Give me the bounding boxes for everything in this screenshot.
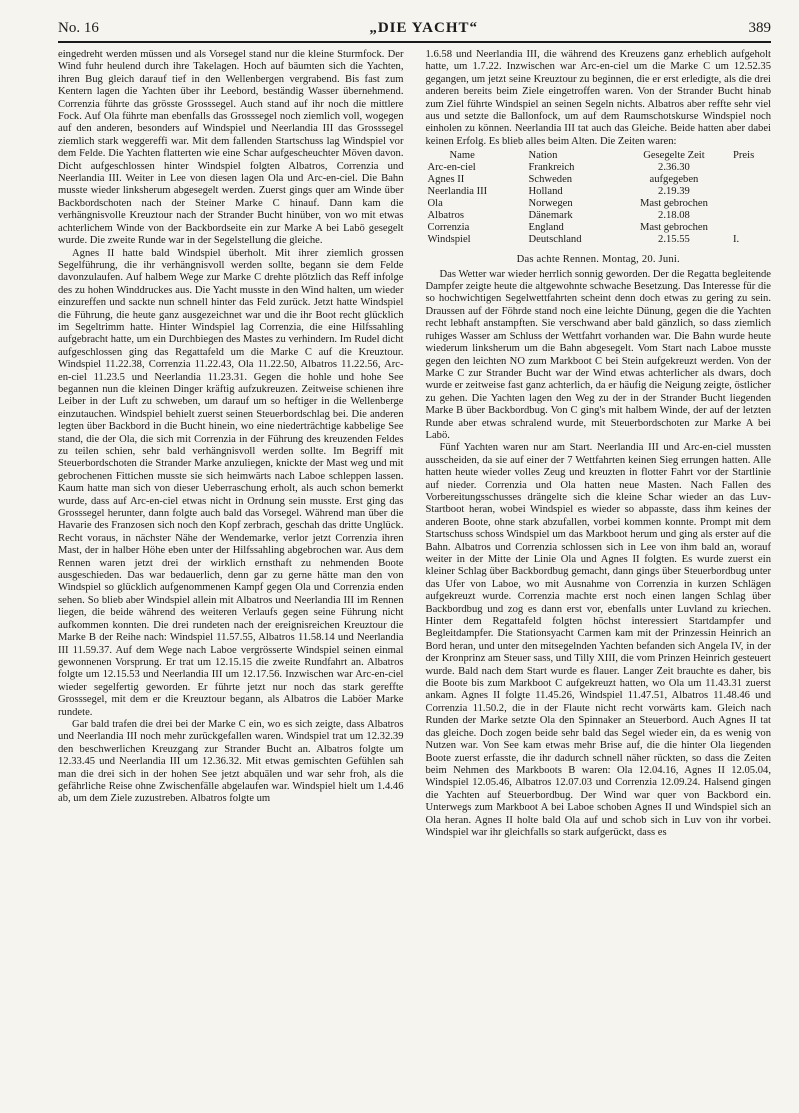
yacht-name: Albatros xyxy=(427,210,464,222)
magazine-title: „DIE YACHT“ xyxy=(369,20,478,36)
column-header-prize: Preis xyxy=(733,150,755,162)
prize xyxy=(731,186,771,198)
yacht-nation: Schweden xyxy=(528,174,573,186)
prize xyxy=(731,198,771,210)
yacht-name: Neerlandia III xyxy=(427,186,488,198)
prize xyxy=(731,222,771,234)
issue-number: No. 16 xyxy=(58,20,99,36)
yacht-name: Agnes II xyxy=(427,174,465,186)
sailed-time: aufgegeben xyxy=(649,174,699,186)
page-number: 389 xyxy=(748,20,771,36)
yacht-nation: Norwegen xyxy=(528,198,573,210)
column-header-nation: Nation xyxy=(528,150,558,162)
table-row xyxy=(426,210,772,222)
table-row xyxy=(426,198,772,210)
yacht-nation: Deutschland xyxy=(528,234,582,246)
paragraph: Agnes II hatte bald Windspiel überholt. Mit ihrer ziemlich grossen Segelführung, die ihr verhängnisvoll werden sollte, begann sie dem Felde davonzulaufen. Auf halbem Wege zur Marke C drehte plötzlich das Reff infolge des zu hohen Winddruckes aus. Die Yacht musste in den Wind halten, um wieder einzureffen und sackte nun schnell hinter das Feld zurück. Jetzt hatte Windspiel die Führung, die heute ganz ausgezeichnet war und die ihr Boot recht glücklich im Segeltrimm hatte. Hinter Windspiel lag Correnzia, die eine Hilfssahling aufgebracht hatte, um ein Durchbiegen des Mastes zu verhindern. Im Rudel dicht aufgeschlossen ging das Regattafeld um die Marke C auf die Kreuztour. Windspiel 11.22.38, Correnzia 11.22.43, Ola 11.22.50, Albatros 11.22.56, Arc-en-ciel 11.23.5 und Neerlandia 11.23.31. Gegen die hohle und hohe See begannen nun die kleinen Dinger kräftig aufzukreuzen. Zeitweise schienen ihre Leiber in der Luft zu schweben, um darauf um so heftiger in die Wellenberge einzutauchen. Windspiel behielt zuerst seinen Steuerbordschlag bei. Die anderen legten über Backbord in die Bucht hinein, wo eine niederträchtige kabbelige See stand, die der Ola, die sich mit Correnzia in der Führung des kreuzenden Feldes zu teilen schien, sehr bald verhängnisvoll werden sollte. Im Begriff mit Steuerbordschoten die Strander Marke anzuliegen, knickte der Mast weg und mit gebrochenen Fittichen musste sie sich heimwärts nach Laboe schleppen lassen. Kaum hatte man sich von dieser Ueberraschung erholt, als auch schon bemerkt wurde, dass auf Arc-en-ciel etwas nicht in Ordnung sein musste. Erst ging das Grosssegel herunter, dann folgte auch bald das Vorsegel. Während man über die Havarie des Franzosen sich noch den Kopf zerbrach, geschah das dritte Unglück. Recht voraus, in nächster Nähe der Wendemarke, verlor jetzt Correnzia ihren Mast, der in halber Höhe eben unter der Hilfssahling abgebrochen war. Aus dem Rennen waren jetzt drei der wirklich ernsthaft zu nehmenden Boote ausgeschieden. Das war bedauerlich, denn gar zu gerne hätte man den von Windspiel so glücklich aufgenommenen Kampf gegen Ola und Correnzia enden sehen. So blieb aber Windspiel allein mit Albatros und Neerlandia III im Rennen liegen, die beide während des weiteren Verlaufs gegen seine Führung nicht aufkommen konnten. Die drei rundeten nach der ereignisreichen Kreuztour die Marke B der Reihe nach: Windspiel 11.57.55, Albatros 11.58.14 und Neerlandia III 11.59.37. Auf dem Wege nach Laboe vergrösserte Windspiel seinen einmal gewonnenen Vorsprung. Er trat um 12.15.15 die zweite Rundfahrt an. Albatros folgte um 12.15.53 und Neerlandia III um 12.17.56. Inzwischen war Arc-en-ciel wieder segelfertig geworden. Er führte jetzt nur noch das stark gereffte Grosssegel, mit dem er die Kreuztour begann, als Albatros die Laböer Marke rundete. xyxy=(58,247,404,718)
right-column xyxy=(426,49,772,839)
sailed-time: 2.36.30 xyxy=(658,162,690,174)
two-column-body xyxy=(58,49,771,839)
yacht-nation: Frankreich xyxy=(528,162,575,174)
results-header-row xyxy=(426,150,772,162)
prize xyxy=(731,162,771,174)
yacht-name: Arc-en-ciel xyxy=(427,162,476,174)
yacht-nation: Holland xyxy=(528,186,563,198)
paragraph: Das Wetter war wieder herrlich sonnig geworden. Der die Regatta begleitende Dampfer zeigte heute die altgewohnte schwache Besetzung. Das Interesse für die so hochwichtigen Segelwettfahrten scheint denn doch etwas zu gering zu sein. Draussen auf der Föhrde stand noch eine leichte Dünung, gegen die die Yachten recht lebhaft anstampften. Sie verschwand aber bald gänzlich, so dass ziemlich ruhiges Wasser am Schluss der Wettfahrt vorhanden war. Die Bahn wurde heute wiederum linksherum um die Bahn abgesegelt. Vom Start nach Laboe musste gegen den leichten NO zum Markboot C bei Stein aufgekreuzt werden. Von der Marke C zur Strander Bucht war der Wind etwas achterlicher als dwars, doch wurde er zeitweise fast ganz achterlich, da er häufig die Neigung zeigte, östlicher zu gehen. Die Yachten lagen den Weg zu der in der Strander Bucht liegenden Marke B über Backbordbug. Von C ging's mit halbem Winde, der auf der letzten Runde aber etwas schralend wurde, mit Steuerbordschoten zur Marke A bei Labö. xyxy=(425,268,771,441)
sailed-time: Mast gebrochen xyxy=(639,222,708,234)
sailed-time: 2.18.08 xyxy=(658,210,690,222)
results-table xyxy=(426,150,772,246)
yacht-nation: Dänemark xyxy=(528,210,573,222)
sailed-time: 2.19.39 xyxy=(658,186,690,198)
paragraph: eingedreht werden müssen und als Vorsegel stand nur die kleine Sturmfock. Der Wind fuhr heulend durch ihre Takelagen. Hoch auf bäumten sich die Yachten, ihren Bug gleich darauf tief in den Wellenbergen vergrabend. Bis fast zum Kentern lagen die Yachten über ihr Leebord, beständig Wasser übernehmend. Correnzia führte das grösste Grosssegel. Auch stand auf ihr noch die mittlere Fock. Auf Ola führte man ebenfalls das Grosssegel noch ziemlich voll, wogegen auf den anderen, besonders auf Windspiel und Neerlandia III das Grosssegel ziemlich stark weggereffi war. Mit dem fallenden Startschuss lag Windspiel vor dem Felde. Die Yachten flatterten wie eine Schar aufgescheuchter Möven davon. Dicht aufgeschlossen hinter Windspiel folgten Albatros, Correnzia und Neerlandia III. Weiter in Lee von diesen lagen Ola und Arc-en-ciel. Die Bahn musste wieder linksherum abgesegelt werden. Zuerst gings quer am Winde über Backbordschoten nach der Steiner Marke C hinauf. Dann kam die verhängnisvolle Kreuztour nach der Strander Bucht hinüber, von wo mit etwas achterlichem Winde von der Backbordseite ein zur Marke A bei Labö gesegelt wurde. Die zweite Runde war in der Segelstellung die gleiche. xyxy=(58,49,404,247)
sailed-time: 2.15.55 xyxy=(658,234,690,246)
column-header-time: Gesegelte Zeit xyxy=(643,150,705,162)
table-row xyxy=(426,186,772,198)
paragraph: Gar bald trafen die drei bei der Marke C ein, wo es sich zeigte, dass Albatros und Neerlandia III noch mehr zurückgefallen waren. Windspiel trat um 12.32.39 den beschwerlichen Kreuzgang zur Strander Bucht an. Albatros folgte um 12.33.45 und Neerlandia III um 12.36.32. Mit etwas gemischten Gefühlen sah man die drei sich in der hohen See jetzt abquälen und war sehr froh, als die gefährliche Reise ohne Zwischenfälle abgelaufen war. Windspiel hielt um 1.4.46 ab, um dem Ziele zuzustreben. Albatros folgte um xyxy=(58,718,404,805)
column-header-name: Name xyxy=(449,150,475,162)
prize: I. xyxy=(733,234,740,246)
page-header xyxy=(58,20,771,43)
yacht-nation: England xyxy=(528,222,564,234)
table-row xyxy=(426,162,772,174)
yacht-name: Ola xyxy=(427,198,443,210)
table-row xyxy=(426,174,772,186)
prize xyxy=(731,174,771,186)
prize xyxy=(731,210,771,222)
yacht-name: Windspiel xyxy=(427,234,471,246)
left-column xyxy=(58,49,404,839)
table-row xyxy=(426,234,772,246)
sailed-time: Mast gebrochen xyxy=(639,198,708,210)
paragraph: Fünf Yachten waren nur am Start. Neerlandia III und Arc-en-ciel mussten ausscheiden, da sie auf einer der 7 Wettfahrten keinen Sieg errungen hatten. Alle hatten heute wieder volles Zeug und kreuzten in flotter Fahrt vor der Startlinie auf nieder. Correnzia und Ola hatten neue Masten. Nach Fallen des Vorbereitungsschusses drängelte sich die kleine Schar wieder an das Luv-Startboot heran, wobei Windspiel es wieder so abpasste, dass ihm keines der anderen Boote, ohne stark abzufallen, vorbei kommen konnte. Prompt mit dem Startschuss schoss Windspiel um das Markboot herum und ging als erster auf die Bahn. Albatros und Correnzia schlossen sich in Lee von ihm bald an, worauf weiter in der Mitte der Linie Ola und Agnes II folgten. Es wurde zuerst ein kleiner Schlag über Backbordbug gemacht, dann gings über Steuerbordbug unter das Ufer von Laboe, wo mit Ausnahme von Correnzia in kurzen Schlägen aufgekreuzt wurde. Correnzia machte erst noch einen langen Schlag über Backbordbug und zog es dann erst vor, ebenfalls unter Luvland zu kriechen. Hinter dem Regattafeld folgten höchst interessiert Startdampfer und Begleitdampfer. Die Stationsyacht Carmen kam mit der Prinzessin Heinrich an Bord heran, und unter den mitsegelnden Yachten befanden sich Angela IV, in der der Kronprinz am Steuer sass, und Tilly XIII, die vom Prinzen Heinrich gesteuert wurde. Bald nach dem Start wurde es flauer. Langer Zeit brauchte es daher, bis die Boote bis zum Markboot C aufgekreuzt hatten, wo Ola um 11.43.31 zuerst ankam. Agnes II folgte 11.45.26, Windspiel 11.47.51, Albatros 11.48.46 und Correnzia 11.50.2, die in der Flaute nicht recht vorwärts kam. Gleich nach Runden der Marke setzte Ola den Spinnaker an Steuerbord. Auch Agnes II tat das gleiche. Doch zogen beide sehr bald das Segel wieder ein, da es wenig von Nutzen war. Von See kam etwas mehr Brise auf, die die hinter Ola liegenden Boote zuerst erfasste, die ihr dadurch schnell näher rückten, so dass die Zeiten beim Nehmen des Markboots B waren: Ola 12.04.16, Agnes II 12.05.04, Windspiel 12.05.46, Albatros 12.07.03 und Correnzia 12.09.24. Halsend gingen die Yachten auf Steuerbordbug. Der Wind war quer von Backbord ein. Unterwegs zum Markboot A bei Laboe schoben Agnes II und Windspiel sich an Ola heran. Agnes II holte bald Ola auf und schob sich in Luv von ihr vorbei. Windspiel war ihr gleichfalls so stark aufgerückt, dass es xyxy=(425,442,771,838)
table-row xyxy=(426,222,772,234)
paragraph: 1.6.58 und Neerlandia III, die während des Kreuzens ganz erheblich aufgeholt hatte, um 1.7.22. Inzwischen war Arc-en-ciel um die Marke C um 12.52.35 gegangen, um jetzt seine Kreuztour zu beginnen, die er erst erledigte, als die drei anderen bereits beim Ziele eingetroffen waren. Von der Strander Bucht hinab zum Ziel führte Windspiel an seinen Segeln nichts. Albatros aber reffte sehr viel aus und setzte die Ballonfock, um auf dem Raumschotskurse Windspiel noch einholen zu können. Neerlandia III tat auch das Gleiche. Beide hatten aber dabei keinen Erfolg. Es blieb alles beim Alten. Die Zeiten waren: xyxy=(425,49,771,147)
section-heading: Das achte Rennen. Montag, 20. Juni. xyxy=(516,254,680,266)
yacht-name: Correnzia xyxy=(427,222,470,234)
